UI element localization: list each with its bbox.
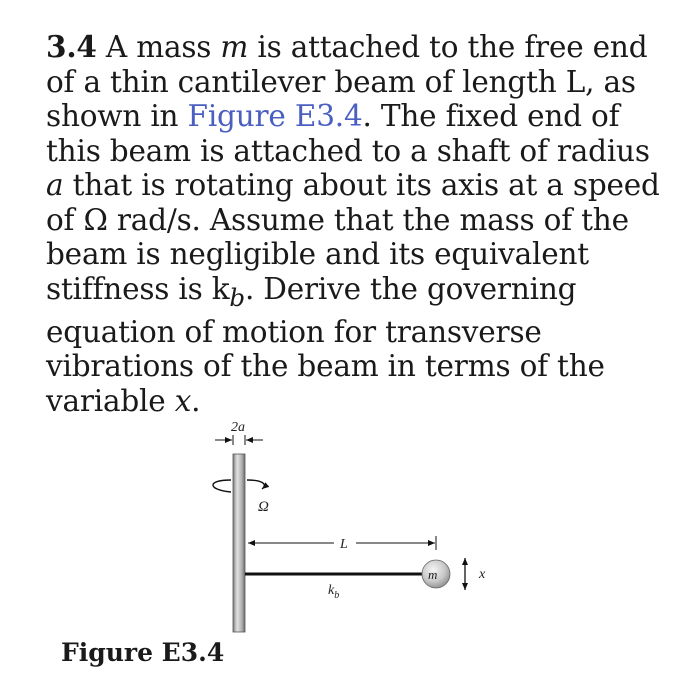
figure-e3-4 xyxy=(190,418,510,648)
displacement-label: x xyxy=(479,567,486,582)
problem-statement xyxy=(46,30,666,418)
problem-text-1: A mass xyxy=(96,30,221,64)
stiffness-label xyxy=(328,583,339,601)
problem-number: 3.4 xyxy=(46,29,97,64)
figure-caption: Figure E3.4 xyxy=(61,638,225,667)
stiffness-label-subscript: b xyxy=(334,590,340,601)
problem-text-5: . Derive the governing equation of motion for transverse vibrations of the beam in terms of the variable xyxy=(46,271,605,418)
diameter-label: 2a xyxy=(231,420,245,435)
variable-symbol: x xyxy=(174,383,192,418)
omega-label: Ω xyxy=(258,499,269,515)
figure-reference-link[interactable]: Figure E3.4 xyxy=(187,99,363,133)
problem-text-2: is attached to the free end of a thin cantilever beam of length L, as shown in xyxy=(46,30,648,133)
problem-text-3: . The fixed end of this beam is attached to a shaft of radius xyxy=(46,99,650,168)
radius-symbol: a xyxy=(46,168,64,202)
rotating-shaft xyxy=(233,454,245,632)
problem-text-6: . xyxy=(191,383,201,418)
stiffness-subscript: b xyxy=(229,282,245,312)
mass-symbol: m xyxy=(220,30,249,64)
length-label: L xyxy=(340,537,348,552)
diameter-dimension xyxy=(215,435,263,445)
cantilever-diagram xyxy=(190,418,510,648)
mass-label: m xyxy=(428,567,438,582)
stiffness-label-k: k xyxy=(328,583,335,598)
problem-text-4: that is rotating about its axis at a speed of Ω rad/s. Assume that the mass of the beam is negligible and its equivalent stiffness is k xyxy=(46,168,660,306)
